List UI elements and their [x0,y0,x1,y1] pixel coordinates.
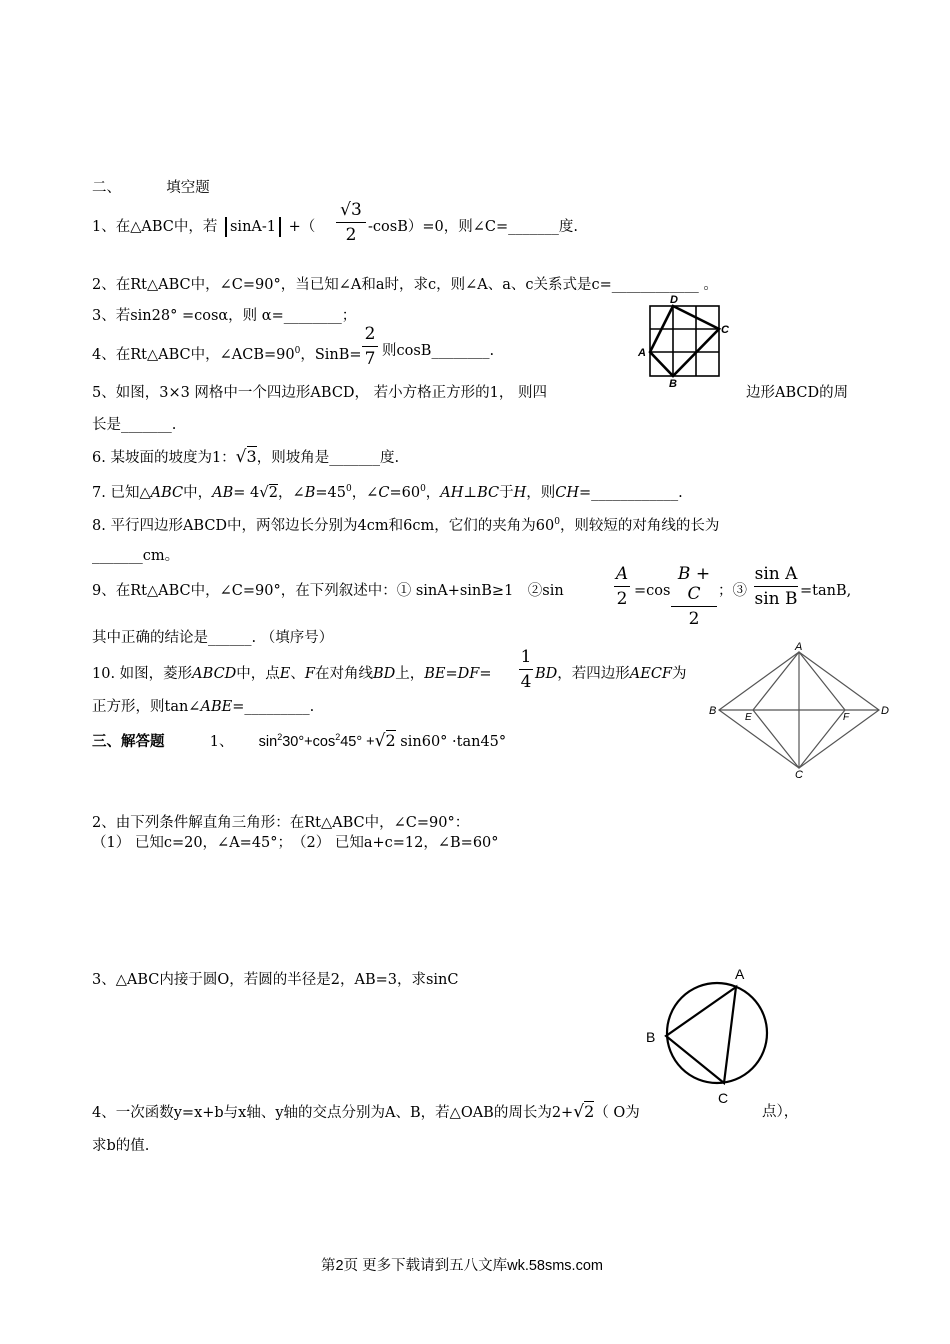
question-6: 6. 某坡面的坡度为1：√3，则坡角是_______度. [92,447,400,467]
page-footer: 第2页 更多下载请到五八文库wk.58sms.com [321,1258,603,1274]
rhombus-label-f: F [843,712,850,723]
problem-4-line2: 求b的值. [92,1138,150,1154]
q4-mid: ，SinB= [300,346,362,363]
circle-figure [640,960,780,1110]
problem-3: 3、△ABC内接于圆O，若圆的半径是2，AB=3，求sinC [92,972,459,988]
section-2-title: 填空题 [166,180,210,196]
question-10-line1-end: BD，若四边形AECF为 [535,666,687,682]
grid-label-d: D [670,294,678,306]
q10-fraction: 1 4 [520,647,532,692]
rhombus-figure [700,640,895,780]
grid-label-b: B [669,378,677,390]
rhombus-label-e: E [745,712,752,723]
rhombus-label-c: C [795,769,803,780]
rhombus-label-a: A [795,641,803,653]
problem-4-line1: 4、一次函数y=x+b与x轴、y轴的交点分别为A、B，若△OAB的周长为2+√2（ O为 [92,1102,640,1122]
question-10-line2: 正方形，则tan∠ABE=_________. [92,699,315,715]
inscribed-triangle [666,987,736,1083]
q9-semicolon: ；③ [718,583,747,599]
q1-fraction-numerator: √3 [340,200,362,220]
q4-prefix: 4、在Rt△ABC中，∠ACB=90 [92,346,295,363]
circle-label-a: A [735,966,745,982]
q9-fraction-2: B + C 2 [671,564,717,629]
question-2: 2、在Rt△ABC中，∠C=90°，当已知∠A和a时，求c，则∠A、a、c关系式是c=____________ 。 [92,277,718,293]
grid-label-a: A [638,347,646,359]
quadrilateral-abcd [650,306,719,376]
question-8-line2: _______cm。 [92,548,180,564]
question-8-line1: 8. 平行四边形ABCD中，两邻边长分别为4cm和6cm，它们的夹角为$60^0$，则较短的对角线的长为 [92,517,720,534]
question-3: 3、若sin28° =cosα，则 α=________； [92,308,357,324]
section-3-heading: 三、解答题 1、 $\sin^230^\circ+\cos^245^\circ +√2$ sin60° ·tan45° [92,730,507,751]
q1-fraction [336,200,366,245]
q6-prefix: 6. 某坡面的坡度为1： [92,450,236,466]
q4-fraction-denominator: 7 [364,349,376,369]
rhombus-label-d: D [881,705,889,717]
circle-label-b: B [646,1029,656,1045]
q1-abs-content: sinA-1 [229,219,276,235]
question-9-line2: 其中正确的结论是______. （填序号） [92,630,334,646]
q1-fraction-denominator: 2 [345,225,357,245]
q6-radicand: 3 [246,447,257,466]
section-2-number: 二、 [92,180,121,196]
question-5-line1-end: 边形ABCD的周 [746,385,849,401]
q1-prefix: 1、在△ABC中，若 [92,219,218,235]
q4-degree-sup: 0 [294,346,301,356]
q1-plus: +（ [288,219,316,235]
section-2-heading [92,178,210,198]
question-1 [92,217,315,237]
q4-fraction-numerator: 2 [364,324,376,344]
q4-fraction [362,324,378,369]
problem-2-line2: （1） 已知c=20，∠A=45°； （2） 已知a+c=12，∠B=60° [92,835,499,851]
q6-suffix: ，则坡角是_______度. [256,450,400,466]
q9-eq: =cos [634,583,671,599]
q1-suffix: -cosB）=0，则∠C=_______度. [368,219,578,235]
section-3-title: 三、解答题 [92,732,165,750]
q1-absolute-value [225,217,281,237]
rhombus-label-b: B [709,705,717,717]
question-4 [92,341,362,365]
question-5-line2: 长是_______. [92,417,177,433]
question-5-line1: 5、如图，3×3 网格中一个四边形ABCD， 若小方格正方形的1， 则四 [92,385,547,401]
circle-label-c: C [718,1090,729,1106]
question-7: 7. 已知△ABC中，AB= 4√2，$\angle B=45^0$，$\angle C=60^0$，AH⊥BC于H，则CH=____________. [92,482,683,501]
q9-suffix: =tanB, [800,583,852,599]
problem-4-line1-end: 点）， [762,1104,799,1120]
q9-fraction-1: A 2 [615,564,629,609]
q9-fraction-3: sin A sin B [754,564,798,609]
grid-figure [634,290,734,390]
grid-label-c: C [721,324,729,336]
problem-2-line1: 2、由下列条件解直角三角形：在Rt△ABC中，∠C=90°： [92,815,470,831]
section-3-q1-expression: $\sin^230^\circ+\cos^245^\circ$ + [258,732,375,750]
section-3-q1-number: 1、 [209,733,234,750]
q4-suffix: 则cosB________. [382,343,495,359]
question-9-line1: 9、在Rt△ABC中，∠C=90°，在下列叙述中：① sinA+sinB≥1 ②sin [92,583,564,599]
question-10-line1: 10. 如图，菱形ABCD中，点E、F在对角线BD上，BE=DF= [92,666,492,682]
